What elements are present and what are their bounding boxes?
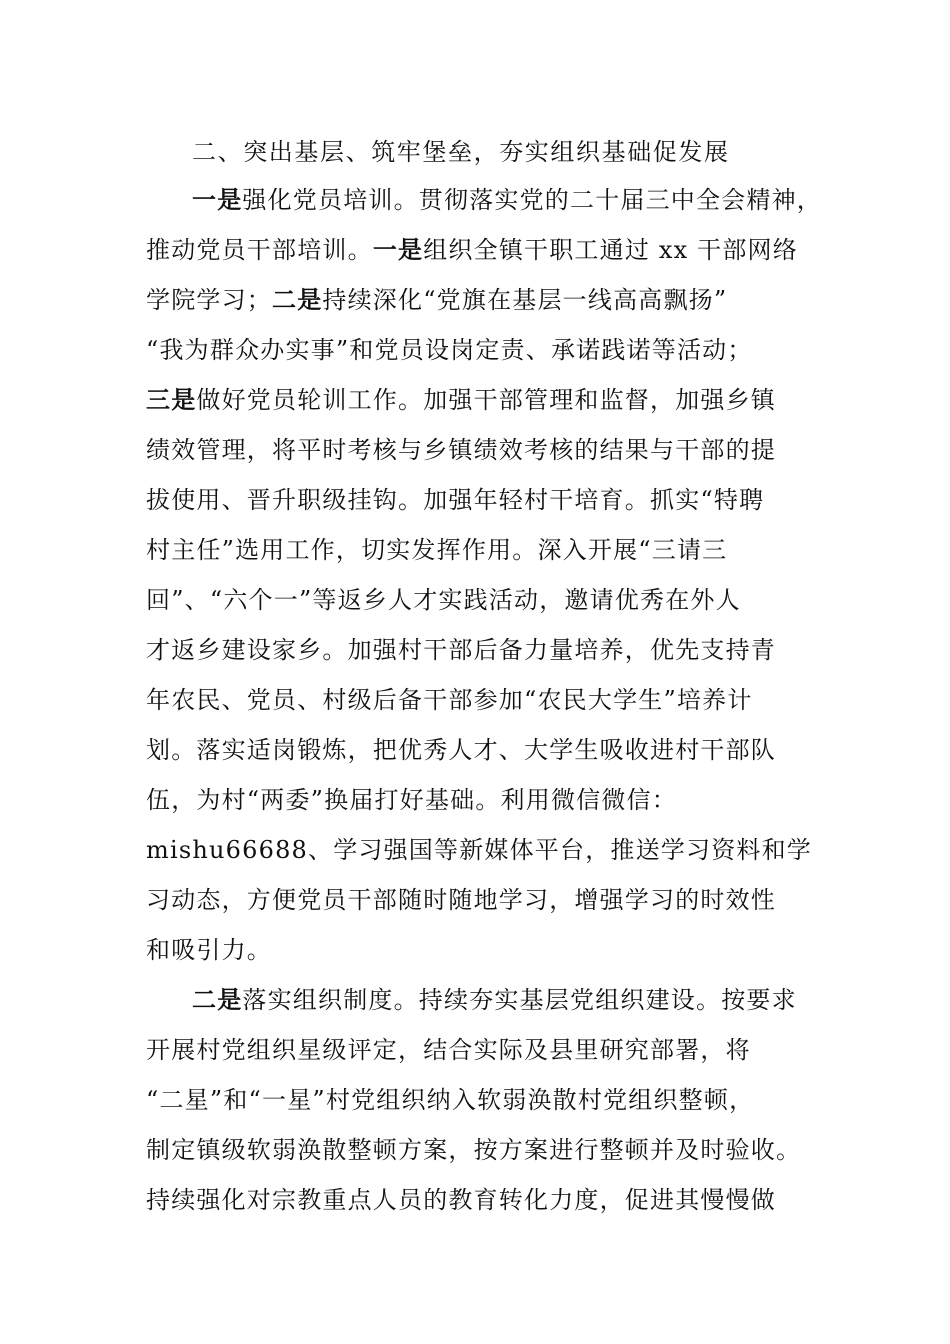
paragraph-line: mishu66688、学习强国等新媒体平台，推送学习资料和学 [146, 836, 813, 864]
paragraph-line: 开展村党组织星级评定，结合实际及县里研究部署，将 [146, 1036, 751, 1064]
section-heading: 二、突出基层、筑牢堡垒，夯实组织基础促发展 [192, 138, 730, 166]
line-text: 强化党员培训。贯彻落实党的二十届三中全会精神， [242, 186, 823, 214]
paragraph-line [146, 225, 826, 275]
paragraph-line: 才返乡建设家乡。加强村干部后备力量培养，优先支持青 [146, 636, 776, 664]
paragraph-line [146, 375, 826, 425]
line-text: 推动党员干部培训。 [146, 236, 373, 264]
line-text: 学院学习； [146, 286, 272, 314]
emphasis-label: 一是 [192, 185, 243, 214]
paragraph-line: 制定镇级软弱涣散整顿方案，按方案进行整顿并及时验收。 [146, 1136, 802, 1164]
paragraph-line [192, 975, 872, 1025]
paragraph-line: “我为群众办实事”和党员设岗定责、承诺践诺等活动； [146, 336, 753, 364]
paragraph-line: 拔使用、晋升职级挂钩。加强年轻村干培育。抓实“特聘 [146, 486, 765, 514]
paragraph-line: 回”、“六个一”等返乡人才实践活动，邀请优秀在外人 [146, 586, 741, 614]
paragraph-line: 绩效管理，将平时考核与乡镇绩效考核的结果与干部的提 [146, 436, 776, 464]
emphasis-label: 二是 [272, 285, 323, 314]
paragraph-line: “二星”和“一星”村党组织纳入软弱涣散村党组织整顿， [146, 1086, 755, 1114]
paragraph-line [192, 175, 872, 225]
paragraph-line: 和吸引力。 [146, 936, 272, 964]
paragraph-line: 村主任”选用工作，切实发挥作用。深入开展“三请三 [146, 536, 728, 564]
line-text: 落实组织制度。持续夯实基层党组织建设。按要求 [242, 986, 797, 1014]
emphasis-label: 三是 [146, 385, 197, 414]
emphasis-label: 二是 [192, 985, 243, 1014]
paragraph-line: 持续强化对宗教重点人员的教育转化力度，促进其慢慢做 [146, 1186, 776, 1214]
paragraph-line: 年农民、党员、村级后备干部参加“农民大学生”培养计 [146, 686, 753, 714]
paragraph-line [146, 275, 826, 325]
line-text: 持续深化“党旗在基层一线高高飘扬” [322, 286, 728, 314]
line-text: 做好党员轮训工作。加强干部管理和监督，加强乡镇 [196, 386, 777, 414]
paragraph-line: 习动态，方便党员干部随时随地学习，增强学习的时效性 [146, 886, 776, 914]
paragraph-line: 伍，为村“两委”换届打好基础。利用微信微信： [146, 786, 677, 814]
emphasis-label: 一是 [372, 235, 424, 264]
line-text: 组织全镇干职工通过 xx 干部网络 [423, 236, 798, 264]
paragraph-line: 划。落实适岗锻炼，把优秀人才、大学生吸收进村干部队 [146, 736, 776, 764]
